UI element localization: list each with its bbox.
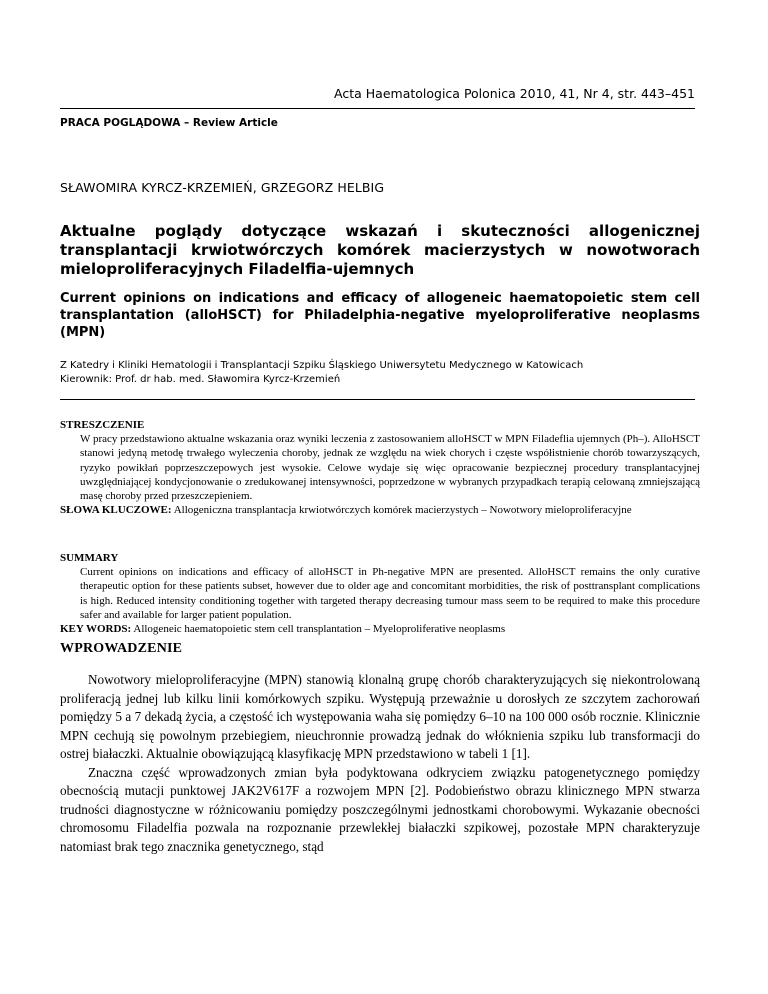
abstract-polish-heading: STRESZCZENIE — [60, 419, 145, 431]
keywords-polish-text: Allogeniczna transplantacja krwiotwórczych komórek macierzystych – Nowotwory mieloproliferacyjne — [173, 504, 632, 517]
keywords-english-text: Allogeneic haematopoietic stem cell transplantation – Myeloproliferative neoplasms — [133, 623, 506, 636]
keywords-english — [60, 622, 700, 636]
abstract-english-heading: SUMMARY — [60, 552, 119, 564]
keywords-polish — [60, 503, 700, 517]
affiliation-divider — [60, 399, 695, 400]
body-paragraph: Nowotwory mieloproliferacyjne (MPN) stanowią klonalną grupę chorób charakteryzujących się niekontrolowaną proliferacją jednej lub kilku linii komórkowych szpiku. Występują przeważnie u dorosłych ze szczytem zachorowań pomiędzy 5 a 7 dekadą życia, a częstość ich występowania waha się pomiędzy 6–10 na 100 000 osób rocznie. Klinicznie MPN cechują się powolnym przebiegiem, nieuchronnie prowadzą jednak do włóknienia szpiku lub transformacji do ostrej białaczki. Aktualnie obowiązującą klasyfikację MPN przedstawiono w tabeli 1 [1]. — [60, 672, 700, 761]
article-type: PRACA POGLĄDOWA – Review Article — [60, 117, 278, 129]
abstract-english — [60, 551, 700, 636]
header-divider — [60, 108, 695, 109]
title-english: Current opinions on indications and efficacy of allogeneic haematopoietic stem cell transplantation (alloHSCT) for Philadelphia-negative myeloproliferative neoplasms (MPN) — [60, 291, 700, 340]
body-paragraph: Znaczna część wprowadzonych zmian była podyktowana odkryciem związku patogenetycznego pomiędzy obecnością mutacji punktowej JAK2V617F a rozwojem MPN [2]. Podobieństwo obrazu klinicznego MPN stwarza trudności diagnostyczne w różnicowaniu pomiędzy poszczególnymi jednostkami chorobowymi. Wykazanie obecności chromosomu Filadelfia pozwala na rozpoznanie przewlekłej białaczki szpikowej, pozostałe MPN charakteryzuje natomiast brak tego znacznika genetycznego, stąd — [60, 764, 700, 854]
body-text — [60, 671, 700, 856]
keywords-english-label: KEY WORDS: — [60, 623, 132, 636]
journal-citation: Acta Haematologica Polonica 2010, 41, Nr 4, str. 443–451 — [334, 86, 695, 101]
affiliation-head: Kierownik: Prof. dr hab. med. Sławomira Kyrcz-Krzemień — [60, 374, 341, 385]
abstract-polish-text: W pracy przedstawiono aktualne wskazania oraz wyniki leczenia z zastosowaniem alloHSCT w MPN Filadeflia ujemnych (Ph–). AlloHSCT stanowi jedyną metodę trwałego wyleczenia choroby, jednak ze względu na wiek chorych i częste współistnienie chorób towarzyszących, ryzyko powikłań poprzeszczepowych jest wysokie. Celowe wydaje się więc opracowanie bezpiecznej procedury transplantacyjnej uwzględniającej kondycjonowanie o zredukowanej intensywności, poprzedzone w wybranych przypadkach terapią celowaną zmniejszającą masę choroby przed przeszczepieniem. — [80, 433, 700, 503]
keywords-polish-label: SŁOWA KLUCZOWE: — [60, 504, 172, 517]
abstract-polish — [60, 418, 700, 517]
authors: SŁAWOMIRA KYRCZ-KRZEMIEŃ, GRZEGORZ HELBIG — [60, 180, 385, 195]
section-heading: WPROWADZENIE — [60, 641, 183, 656]
title-polish: Aktualne poglądy dotyczące wskazań i skuteczności allogenicznej transplantacji krwiotwórczych komórek macierzystych w nowotworach mieloproliferacyjnych Filadelfia-ujemnych — [60, 222, 700, 278]
affiliation-institution: Z Katedry i Kliniki Hematologii i Transplantacji Szpiku Śląskiego Uniwersytetu Medycznego w Katowicach — [60, 360, 584, 371]
affiliation — [60, 359, 700, 387]
abstract-english-text: Current opinions on indications and efficacy of alloHSCT in Ph-negative MPN are presented. AlloHSCT remains the only curative therapeutic option for these patients subset, however due to older age and concomitant morbidities, the risk of posttransplant complications is high. Reduced intensity conditioning together with targeted therapy decreasing tumour mass seem to be required to make this procedure safer and available for larger patient population. — [80, 566, 700, 621]
